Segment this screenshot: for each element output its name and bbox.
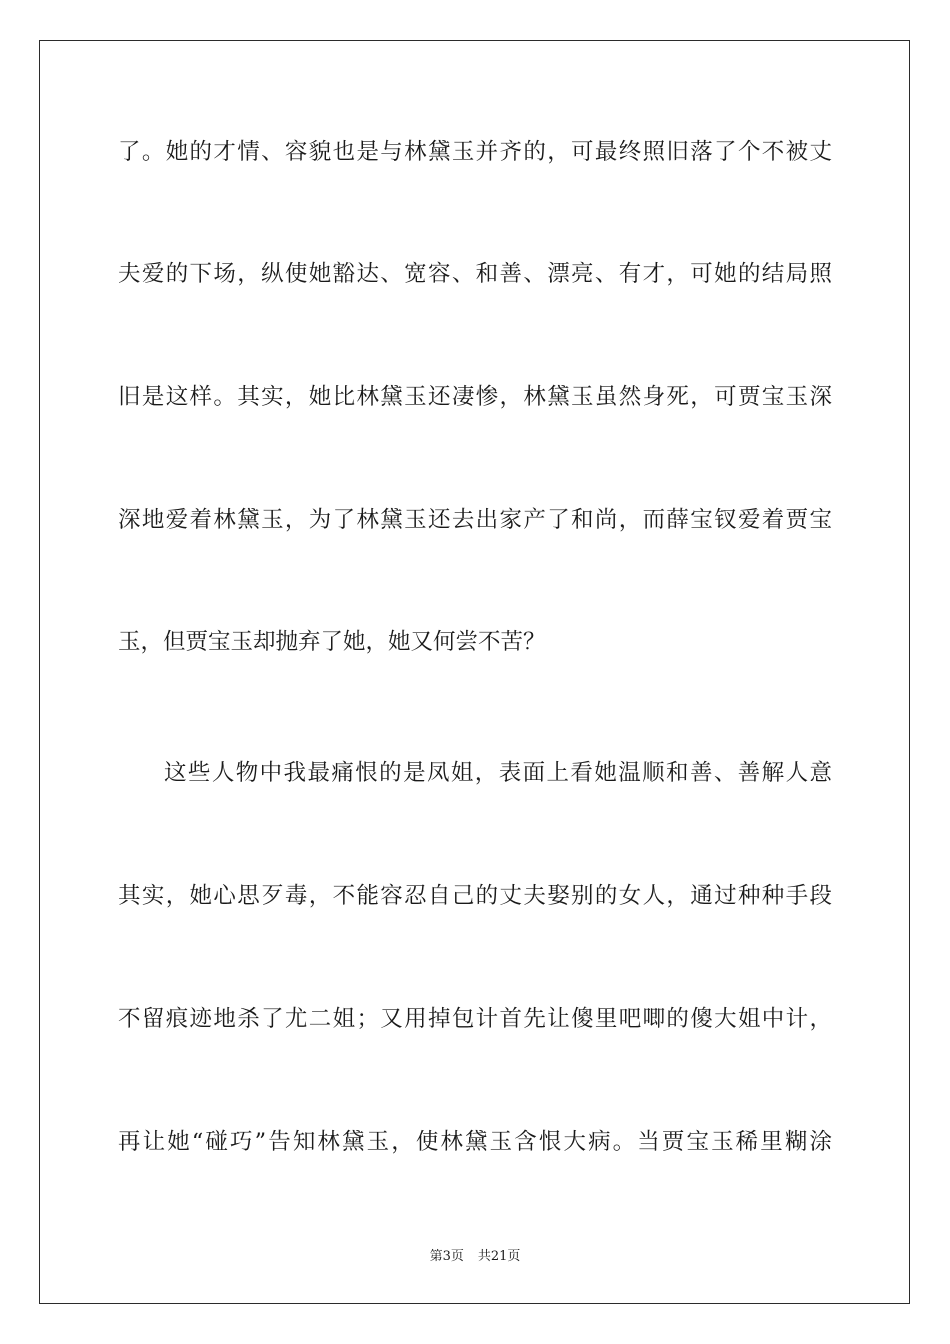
text-line-9: 再让她“碰巧”告知林黛玉，使林黛玉含恨大病。当贾宝玉稀里糊涂: [118, 1129, 832, 1155]
body-text: [118, 0, 832, 1220]
page-footer: [0, 1248, 950, 1266]
text-line-7: 其实，她心思歹毒，不能容忍自己的丈夫娶别的女人，通过种种手段: [118, 883, 832, 909]
page-number: 第3页: [429, 1249, 464, 1264]
text-line-4: 深地爱着林黛玉，为了林黛玉还去出家产了和尚，而薛宝钗爱着贾宝: [118, 507, 832, 533]
text-line-1: 了。她的才情、容貌也是与林黛玉并齐的，可最终照旧落了个不被丈: [118, 139, 832, 165]
text-line-2: 夫爱的下场，纵使她豁达、宽容、和善、漂亮、有才，可她的结局照: [118, 261, 832, 287]
text-line-8: 不留痕迹地杀了尤二姐；又用掉包计首先让傻里吧唧的傻大姐中计，: [118, 1006, 832, 1032]
text-line-5: 玉，但贾宝玉却抛弃了她，她又何尝不苦？: [118, 629, 546, 655]
text-line-3: 旧是这样。其实，她比林黛玉还凄惨，林黛玉虽然身死，可贾宝玉深: [118, 384, 832, 410]
page-total: 共21页: [477, 1249, 521, 1264]
text-line-6: 这些人物中我最痛恨的是凤姐，表面上看她温顺和善、善解人意: [164, 760, 832, 786]
